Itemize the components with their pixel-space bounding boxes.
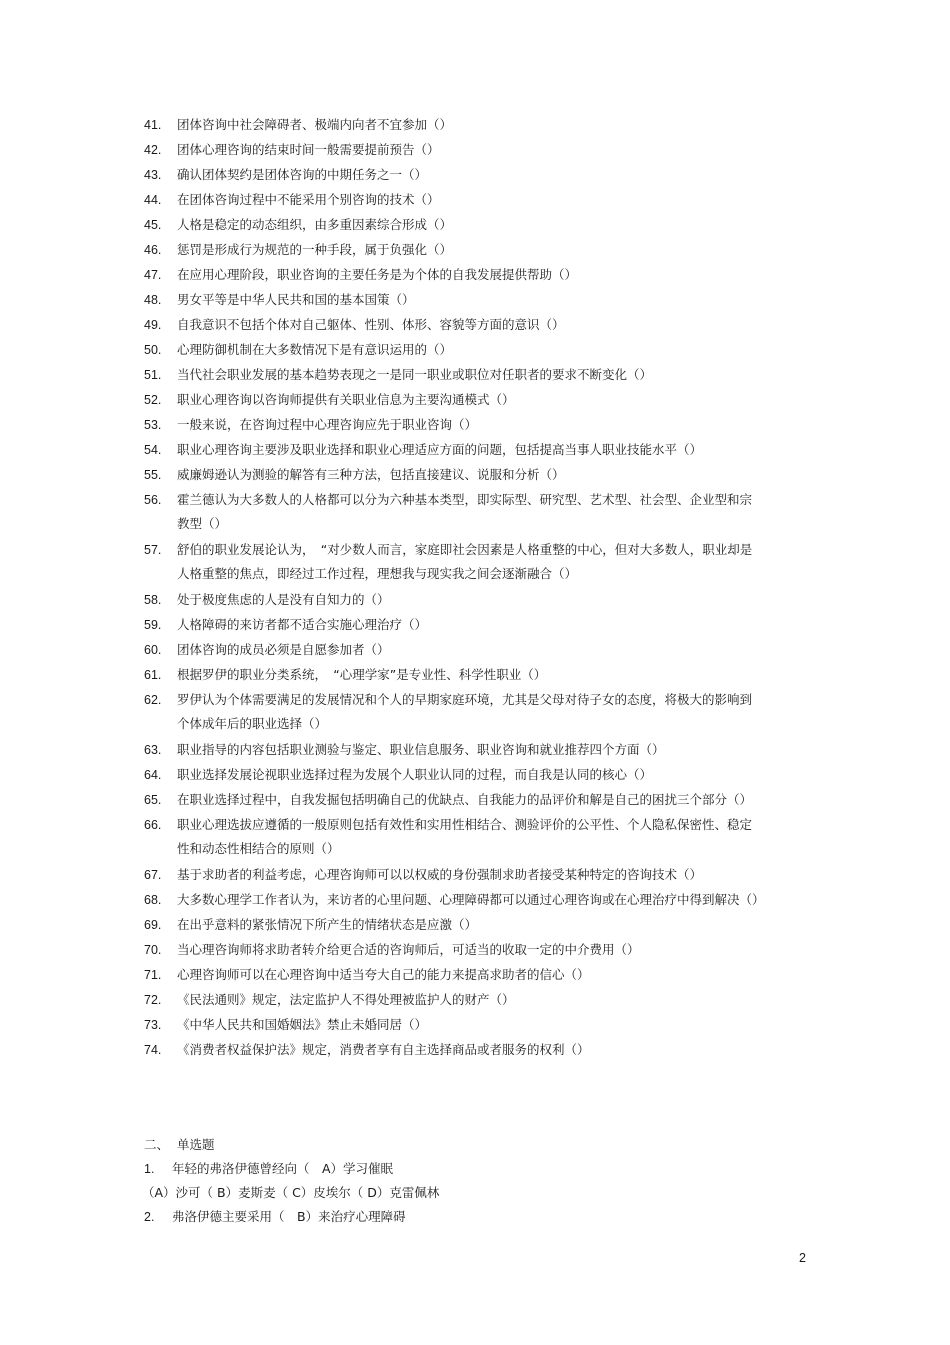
question-item: [144, 313, 764, 337]
true-false-question-list: [144, 113, 764, 1063]
question-options: [142, 1181, 764, 1205]
question-number: 58.: [144, 593, 162, 607]
question-text: 当心理咨询师将求助者转介给更合适的咨询师后，可适当的收取一定的中介费用（）: [177, 942, 640, 957]
question-number: 51.: [144, 368, 162, 382]
question-item: [144, 538, 764, 586]
question-number: 50.: [144, 343, 162, 357]
question-number: 62.: [144, 693, 162, 707]
question-item: [144, 913, 764, 937]
question-item: [144, 1038, 764, 1062]
question-text: 职业心理咨询主要涉及职业选择和职业心理适应方面的问题，包括提高当事人职业技能水平（）: [177, 442, 703, 457]
question-number: 73.: [144, 1018, 162, 1032]
question-item: [144, 463, 764, 487]
question-item: [144, 938, 764, 962]
question-item: [144, 963, 764, 987]
question-item: [144, 263, 764, 287]
question-number: 64.: [144, 768, 162, 782]
options-text: （A）沙可（ B）麦斯麦（ C）皮埃尔（ D）克雷佩林: [142, 1185, 440, 1200]
question-item: [144, 1013, 764, 1037]
question-text: 职业心理咨询以咨询师提供有关职业信息为主要沟通模式（）: [177, 392, 515, 407]
question-text: 威廉姆逊认为测验的解答有三种方法，包括直接建议、说服和分析（）: [177, 467, 565, 482]
question-number: 54.: [144, 443, 162, 457]
question-text: 根据罗伊的职业分类系统， “心理学家”是专业性、科学性职业（）: [177, 667, 547, 682]
question-text: 心理防御机制在大多数情况下是有意识运用的（）: [177, 342, 453, 357]
question-text: 舒伯的职业发展论认为， “对少数人而言，家庭即社会因素是人格重整的中心，但对大多数人，职业却是人格重整的焦点，即经过工作过程，理想我与现实我之间会逐渐融合（）: [177, 542, 753, 581]
question-number: 63.: [144, 743, 162, 757]
question-item: [144, 688, 764, 736]
question-item: [144, 188, 764, 212]
question-number: 44.: [144, 193, 162, 207]
question-item: [144, 863, 764, 887]
question-number: 2.: [144, 1210, 155, 1224]
question-number: 59.: [144, 618, 162, 632]
question-text: 职业指导的内容包括职业测验与鉴定、职业信息服务、职业咨询和就业推荐四个方面（）: [177, 742, 665, 757]
question-text: 职业选择发展论视职业选择过程为发展个人职业认同的过程，而自我是认同的核心（）: [177, 767, 653, 782]
question-number: 60.: [144, 643, 162, 657]
question-number: 68.: [144, 893, 162, 907]
question-number: 53.: [144, 418, 162, 432]
section-number: 二、: [144, 1137, 170, 1152]
question-text: 人格是稳定的动态组织，由多重因素综合形成（）: [177, 217, 453, 232]
question-item: [144, 288, 764, 312]
single-choice-section: [144, 1133, 764, 1229]
question-text: 霍兰德认为大多数人的人格都可以分为六种基本类型，即实际型、研究型、艺术型、社会型、企业型和宗教型（）: [177, 492, 753, 531]
question-item: [144, 338, 764, 362]
question-text: 弗洛伊德主要采用（ B）来治疗心理障碍: [172, 1209, 406, 1224]
question-item: [144, 613, 764, 637]
question-item: [144, 588, 764, 612]
section-title: 单选题: [177, 1137, 215, 1152]
question-number: 55.: [144, 468, 162, 482]
question-number: 41.: [144, 118, 162, 132]
question-item: [144, 138, 764, 162]
question-text: 基于求助者的利益考虑，心理咨询师可以以权威的身份强制求助者接受某种特定的咨询技术（）: [177, 867, 703, 882]
question-number: 47.: [144, 268, 162, 282]
question-number: 70.: [144, 943, 162, 957]
question-number: 1.: [144, 1162, 155, 1176]
question-text: 在职业选择过程中，自我发掘包括明确自己的优缺点、自我能力的品评价和解是自己的困扰三个部分（）: [177, 792, 753, 807]
question-item: [144, 438, 764, 462]
question-number: 72.: [144, 993, 162, 1007]
question-text: 惩罚是形成行为规范的一种手段，属于负强化（）: [177, 242, 453, 257]
question-item: [144, 1205, 764, 1229]
question-number: 65.: [144, 793, 162, 807]
question-item: [144, 813, 764, 861]
question-text: 人格障碍的来访者都不适合实施心理治疗（）: [177, 617, 428, 632]
question-item: [144, 238, 764, 262]
question-number: 56.: [144, 493, 162, 507]
question-number: 42.: [144, 143, 162, 157]
section-heading: [144, 1133, 764, 1157]
page-number: 2: [799, 1251, 806, 1265]
question-number: 67.: [144, 868, 162, 882]
question-text: 罗伊认为个体需要满足的发展情况和个人的早期家庭环境，尤其是父母对待子女的态度，将极大的影响到个体成年后的职业选择（）: [177, 692, 753, 731]
question-text: 在应用心理阶段，职业咨询的主要任务是为个体的自我发展提供帮助（）: [177, 267, 578, 282]
question-text: 在出乎意料的紧张情况下所产生的情绪状态是应激（）: [177, 917, 478, 932]
question-item: [144, 488, 764, 536]
question-number: 57.: [144, 543, 162, 557]
question-text: 职业心理选拔应遵循的一般原则包括有效性和实用性相结合、测验评价的公平性、个人隐私保密性、稳定性和动态性相结合的原则（）: [177, 817, 753, 856]
question-number: 66.: [144, 818, 162, 832]
question-text: 《消费者权益保护法》规定，消费者享有自主选择商品或者服务的权利（）: [177, 1042, 590, 1057]
question-number: 61.: [144, 668, 162, 682]
question-item: [144, 663, 764, 687]
question-number: 69.: [144, 918, 162, 932]
question-text: 团体心理咨询的结束时间一般需要提前预告（）: [177, 142, 440, 157]
question-text: 在团体咨询过程中不能采用个别咨询的技术（）: [177, 192, 440, 207]
question-item: [144, 988, 764, 1012]
question-number: 45.: [144, 218, 162, 232]
question-item: [144, 638, 764, 662]
question-number: 48.: [144, 293, 162, 307]
question-text: 团体咨询中社会障碍者、极端内向者不宜参加（）: [177, 117, 453, 132]
question-text: 当代社会职业发展的基本趋势表现之一是同一职业或职位对任职者的要求不断变化（）: [177, 367, 653, 382]
question-number: 43.: [144, 168, 162, 182]
question-text: 自我意识不包括个体对自己躯体、性别、体形、容貌等方面的意识（）: [177, 317, 565, 332]
question-text: 年轻的弗洛伊德曾经向（ A）学习催眠: [172, 1161, 394, 1176]
question-text: 团体咨询的成员必须是自愿参加者（）: [177, 642, 390, 657]
question-item: [144, 763, 764, 787]
question-item: [144, 788, 764, 812]
question-text: 男女平等是中华人民共和国的基本国策（）: [177, 292, 415, 307]
question-number: 71.: [144, 968, 162, 982]
question-item: [144, 738, 764, 762]
question-item: [144, 213, 764, 237]
question-text: 处于极度焦虑的人是没有自知力的（）: [177, 592, 390, 607]
question-number: 52.: [144, 393, 162, 407]
question-item: [144, 388, 764, 412]
question-item: [144, 1157, 764, 1181]
question-text: 《民法通则》规定，法定监护人不得处理被监护人的财产（）: [177, 992, 515, 1007]
question-item: [144, 363, 764, 387]
question-text: 心理咨询师可以在心理咨询中适当夸大自己的能力来提高求助者的信心（）: [177, 967, 590, 982]
question-item: [144, 888, 764, 912]
question-number: 46.: [144, 243, 162, 257]
question-text: 确认团体契约是团体咨询的中期任务之一（）: [177, 167, 428, 182]
question-item: [144, 413, 764, 437]
question-number: 74.: [144, 1043, 162, 1057]
question-text: 《中华人民共和国婚姻法》禁止未婚同居（）: [177, 1017, 428, 1032]
question-item: [144, 113, 764, 137]
question-item: [144, 163, 764, 187]
question-text: 一般来说，在咨询过程中心理咨询应先于职业咨询（）: [177, 417, 478, 432]
question-text: 大多数心理学工作者认为，来访者的心里问题、心理障碍都可以通过心理咨询或在心理治疗中得到解决（）: [177, 892, 765, 907]
question-number: 49.: [144, 318, 162, 332]
